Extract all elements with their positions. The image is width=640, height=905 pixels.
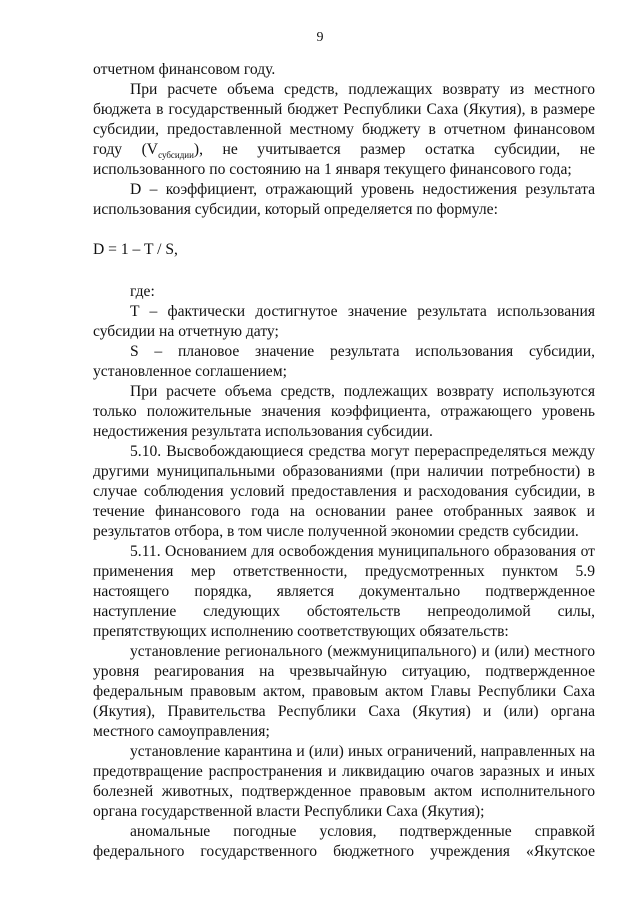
paragraph-text: ), не учитывается размер остатка субсидии, не использованного по состоянию на 1 января текущего финансового года; [93, 141, 595, 178]
paragraph-definition-t: T – фактически достигнутое значение результата использования субсидии на отчетную дату; [93, 303, 595, 340]
formula: D = 1 – T / S, [93, 241, 178, 258]
paragraph-continuation: отчетном финансовом году. [93, 61, 276, 78]
paragraph-5-10: 5.10. Высвобождающиеся средства могут перераспределяться между другими муниципальными образованиями (при наличии потребности) в случае соблюдения условий предоставления и расходования субсидии, в течение финансового года на основании ранее отобранных заявок и результатов отбора, в том числе полученной экономии средств субсидии. [93, 443, 595, 540]
paragraph-where: где: [130, 283, 155, 300]
document-body [93, 60, 595, 862]
paragraph-coefficient-d: D – коэффициент, отражающий уровень недостижения результата использования субсидии, который определяется по формуле: [93, 181, 595, 218]
paragraph-text: При расчете объема средств, подлежащих возврату из местного бюджета в государственный бюджет Республики Саха (Якутия), в размере субсидии, предоставленной местному бюджету в отчетном финансовом году (V [93, 81, 595, 158]
paragraph-definition-s: S – плановое значение результата использования субсидии, установленное соглашением; [93, 343, 595, 380]
paragraph-refund-calculation [93, 80, 595, 180]
paragraph-5-11: 5.11. Основанием для освобождения муниципального образования от применения мер ответственности, предусмотренных пунктом 5.9 настоящего порядка, является документально подтвержденное наступление следующих обстоятельств непреодолимой силы, препятствующих исполнению соответствующих обязательств: [93, 543, 595, 640]
page-number: 9 [316, 30, 324, 45]
subscript-subsidy: субсидии [158, 150, 194, 161]
paragraph-emergency: установление регионального (межмуниципального) и (или) местного уровня реагирования на чрезвычайную ситуацию, подтвержденное федеральным правовым актом, правовым актом Главы Республики Саха (Якутия), Правительства Республики Саха (Якутия) и (или) органа местного самоуправления; [93, 643, 595, 740]
paragraph-quarantine: установление карантина и (или) иных ограничений, направленных на предотвращение распространения и ликвидацию очагов заразных и иных болезней животных, подтвержденное правовым актом исполнительного органа государственной власти Республики Саха (Якутия); [93, 743, 595, 820]
paragraph-weather: аномальные погодные условия, подтвержденные справкой федерального государственного бюджетного учреждения «Якутское [93, 823, 595, 860]
paragraph-positive-values: При расчете объема средств, подлежащих возврату используются только положительные значения коэффициента, отражающего уровень недостижения результата использования субсидии. [93, 383, 595, 440]
